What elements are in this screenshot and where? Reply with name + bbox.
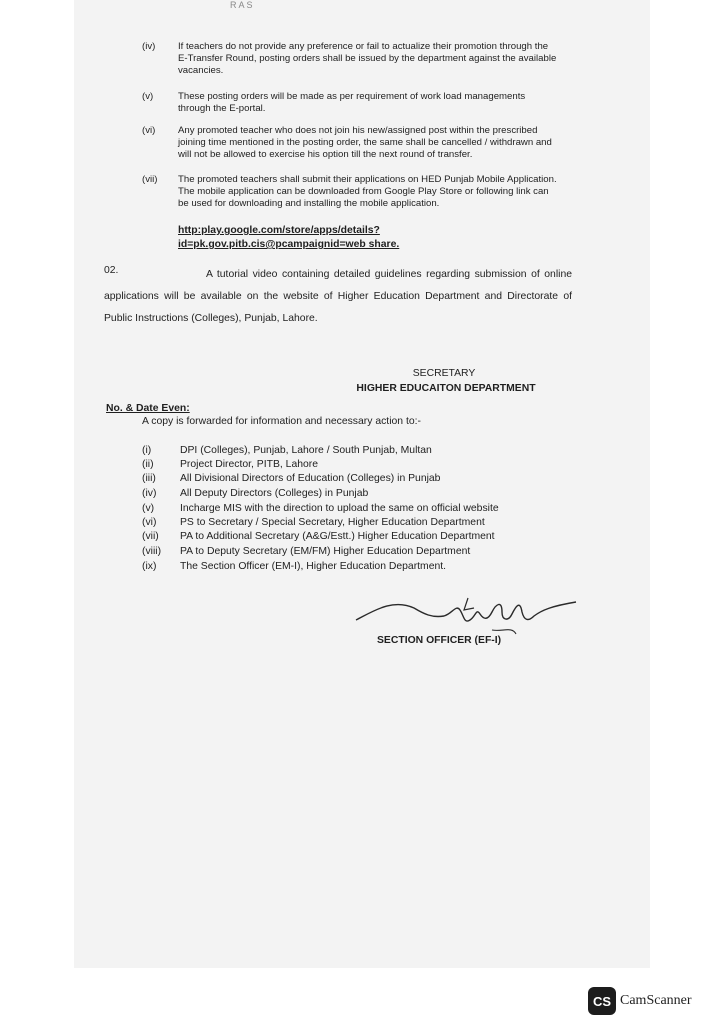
paragraph-number: 02. — [104, 265, 119, 276]
recipient-number: (iv) — [142, 488, 157, 499]
department-name: HIGHER EDUCAITON DEPARTMENT — [356, 383, 536, 394]
camscanner-watermark — [588, 987, 692, 1015]
recipient-text: The Section Officer (EM-I), Higher Education Department. — [180, 561, 447, 572]
camscanner-text: CamScanner — [620, 993, 692, 1008]
secretary-title: SECRETARY — [412, 368, 476, 379]
recipient-number: (v) — [142, 503, 155, 514]
recipient-text: PA to Deputy Secretary (EM/FM) Higher Education Department — [180, 546, 471, 557]
recipient-number: (viii) — [142, 546, 162, 557]
recipient-text: Incharge MIS with the direction to upload the same on official website — [180, 503, 499, 514]
handwritten-signature — [352, 590, 582, 640]
recipient-number: (ix) — [142, 561, 157, 572]
copy-intro: A copy is forwarded for information and necessary action to:- — [142, 416, 421, 427]
recipient-number: (vii) — [142, 531, 159, 542]
recipient-text: PA to Additional Secretary (A&G/Estt.) Higher Education Department — [180, 531, 495, 542]
recipient-text: PS to Secretary / Special Secretary, Higher Education Department — [180, 517, 485, 528]
item-number: (iv) — [142, 41, 156, 52]
item-number: (v) — [142, 91, 154, 102]
play-store-link[interactable]: http:play.google.com/store/apps/details?id=pk.gov.pitb.cis@pcampaignid=web share. — [178, 225, 400, 250]
camscanner-logo-icon: CS — [588, 987, 616, 1015]
item-text: If teachers do not provide any preference or fail to actualize their promotion through the E-Transfer Round, posting orders shall be issued by the department against the available vacancies. — [178, 41, 557, 76]
header-mark: RAS — [230, 0, 255, 10]
item-text: Any promoted teacher who does not join his new/assigned post within the prescribed joining time mentioned in the posting order, the same shall be cancelled / withdrawn and will not be allowed to exercise his option till the next round of transfer. — [178, 125, 552, 160]
recipient-number: (i) — [142, 445, 152, 456]
recipient-number: (ii) — [142, 459, 154, 470]
recipient-number: (iii) — [142, 473, 156, 484]
item-text: The promoted teachers shall submit their applications on HED Punjab Mobile Application. The mobile application can be downloaded from Google Play Store or following link can be used for downloading and installing the mobile application. — [178, 174, 557, 209]
item-number: (vi) — [142, 125, 156, 136]
item-number: (vii) — [142, 174, 158, 185]
no-date-even: No. & Date Even: — [106, 403, 190, 414]
recipient-text: Project Director, PITB, Lahore — [180, 459, 319, 470]
section-officer: SECTION OFFICER (EF-I) — [377, 635, 502, 646]
paragraph-02-text: A tutorial video containing detailed guidelines regarding submission of online applications will be available on the website of Higher Education Department and Directorate of Public Instructions (Colleges), Punjab, Lahore. — [104, 269, 572, 324]
recipient-text: All Deputy Directors (Colleges) in Punjab — [180, 488, 369, 499]
item-text: These posting orders will be made as per requirement of work load managements through the E-portal. — [178, 91, 526, 114]
recipient-text: DPI (Colleges), Punjab, Lahore / South Punjab, Multan — [180, 445, 432, 456]
recipient-text: All Divisional Directors of Education (Colleges) in Punjab — [180, 473, 441, 484]
recipient-number: (vi) — [142, 517, 157, 528]
